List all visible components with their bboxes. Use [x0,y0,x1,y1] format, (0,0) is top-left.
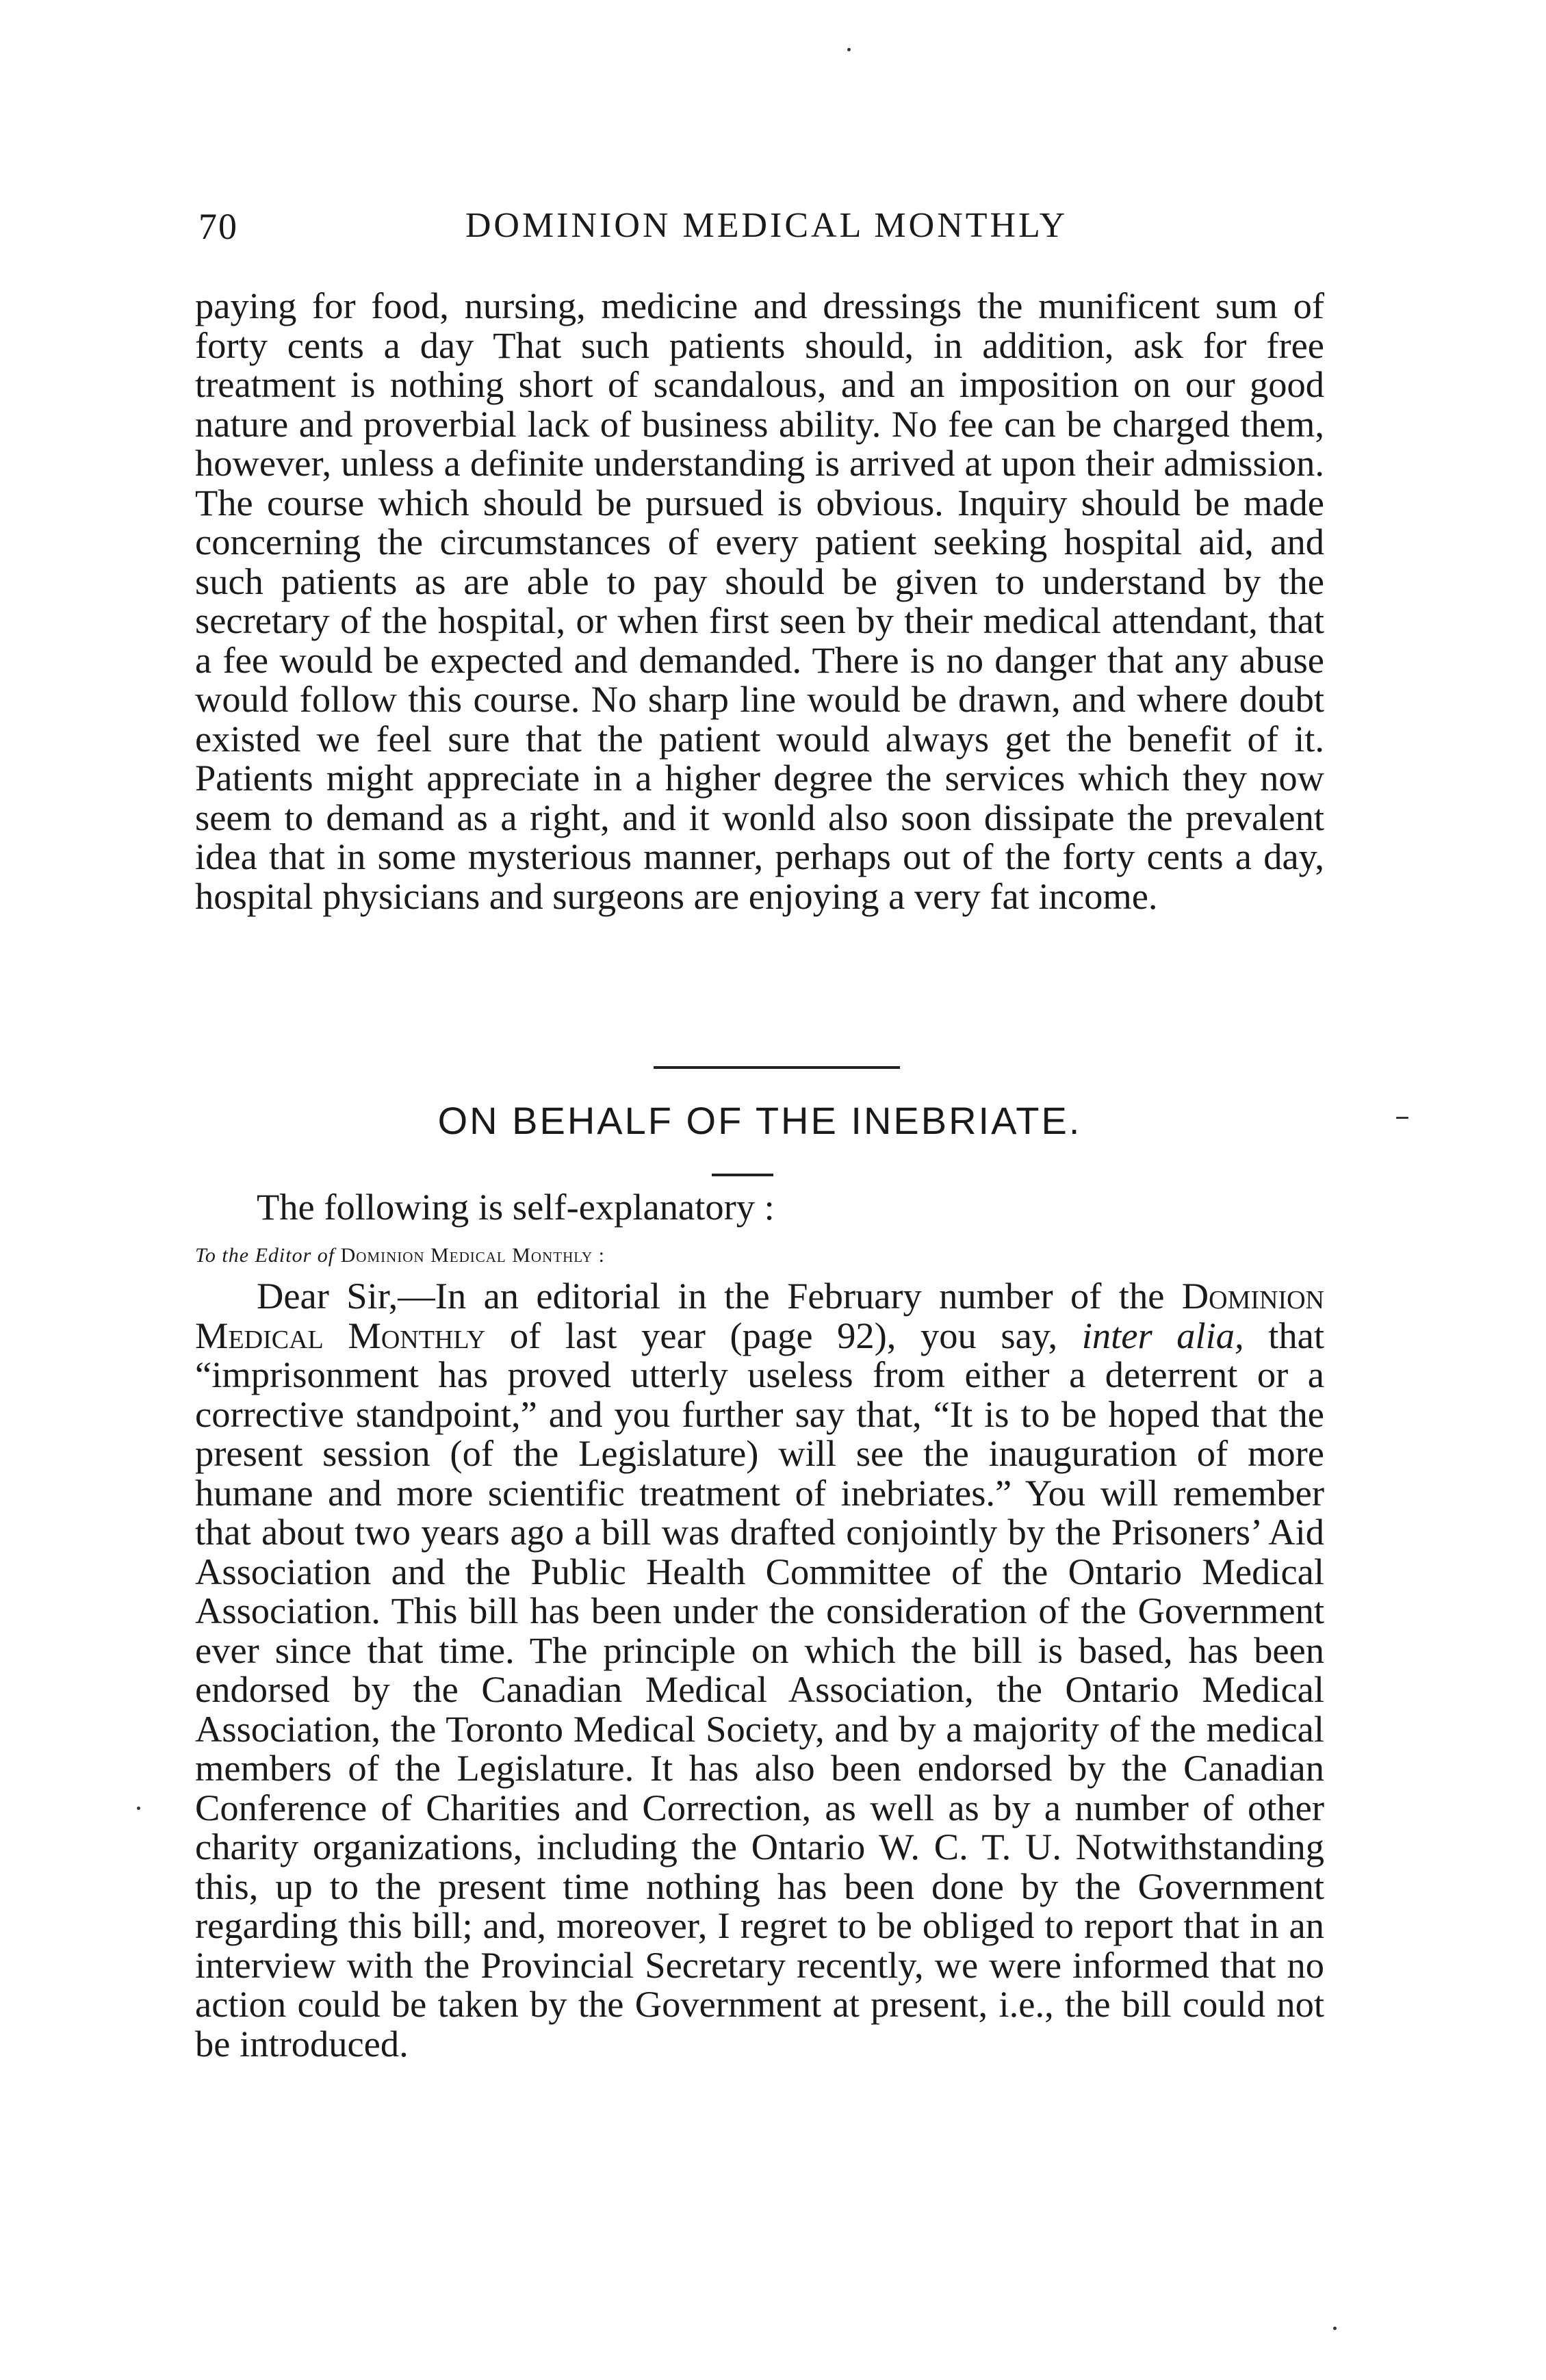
addressee-prefix: To the Editor of [195,1244,335,1267]
letter-rest: that “imprisonment has proved utterly useless from either a deterrent or a corrective standpoint,” and you further say that, “It is to be hoped that the present session (of the Legislature) will see the inauguration of more humane and more scientific treatment of inebriates.” You will remember that about two years ago a bill was drafted conjointly by the Prisoners’ Aid Association and the Public Health Committee of the Ontario Medical Association. This bill has been under the consideration of the Government ever since that time. The principle on which the bill is based, has been endorsed by the Canadian Medical Association, the Ontario Medical Association, the Toronto Medical Society, and by a majority of the medical members of the Legislature. It has also been endorsed by the Canadian Conference of Charities and Correction, as well as by a number of other charity organizations, including the Ontario W. C. T. U. Notwithstanding this, up to the present time nothing has been done by the Government regarding this bill; and, moreover, I regret to be obliged to report that in an interview with the Provincial Secretary recently, we were informed that no action could be taken by the Government at present, i.e., the bill could not be introduced. [195,1314,1324,2065]
intro-line: The following is self-explanatory : [257,1186,775,1228]
addressee-line [195,1244,605,1267]
letter-after-journal: of last year (page 92), you say, [485,1314,1082,1356]
paper-speck [1333,2327,1337,2330]
heading-underline-rule [712,1174,773,1176]
page-header [198,205,1335,267]
paper-speck [847,48,851,51]
letter-opening: Dear Sir,—In an editorial in the February number of the [257,1275,1165,1317]
section-heading: ON BEHALF OF THE INEBRIATE. [437,1099,1082,1142]
running-head: DOMINION MEDICAL MONTHLY [465,206,1068,245]
paper-mark [1396,1117,1408,1119]
continuation-paragraph: paying for food, nursing, medicine and dressings the munificent sum of forty cents a day That such patients should, in addition, ask for free treatment is nothing short of scandalous, and an imposition on our good nature and proverbial lack of business ability. No fee can be charged them, however, unless a definite understanding is arrived at upon their admission. The course which should be pursued is obvious. Inquiry should be made concerning the circumstances of every patient seeking hospital aid, and such patients as are able to pay should be given to understand by the secretary of the hospital, or when first seen by their medical attendant, that a fee would be expected and demanded. There is no danger that any abuse would follow this course. No sharp line would be drawn, and where doubt existed we feel sure that the patient would always get the benefit of it. Patients might appreciate in a higher degree the services which they now seem to demand as a right, and it wonld also soon dissipate the prevalent idea that in some mysterious manner, perhaps out of the forty cents a day, hospital physicians and surgeons are enjoying a very fat income. [195,285,1324,917]
page-number: 70 [198,206,238,247]
addressee-name: Dominion Medical Monthly : [340,1244,605,1267]
journal-name: Dominion Medical Monthly [195,1275,1324,1356]
latin-phrase: inter alia, [1081,1314,1244,1356]
paper-speck [137,1807,140,1810]
letter-body [195,1276,1324,2063]
section-divider-rule [654,1066,900,1069]
